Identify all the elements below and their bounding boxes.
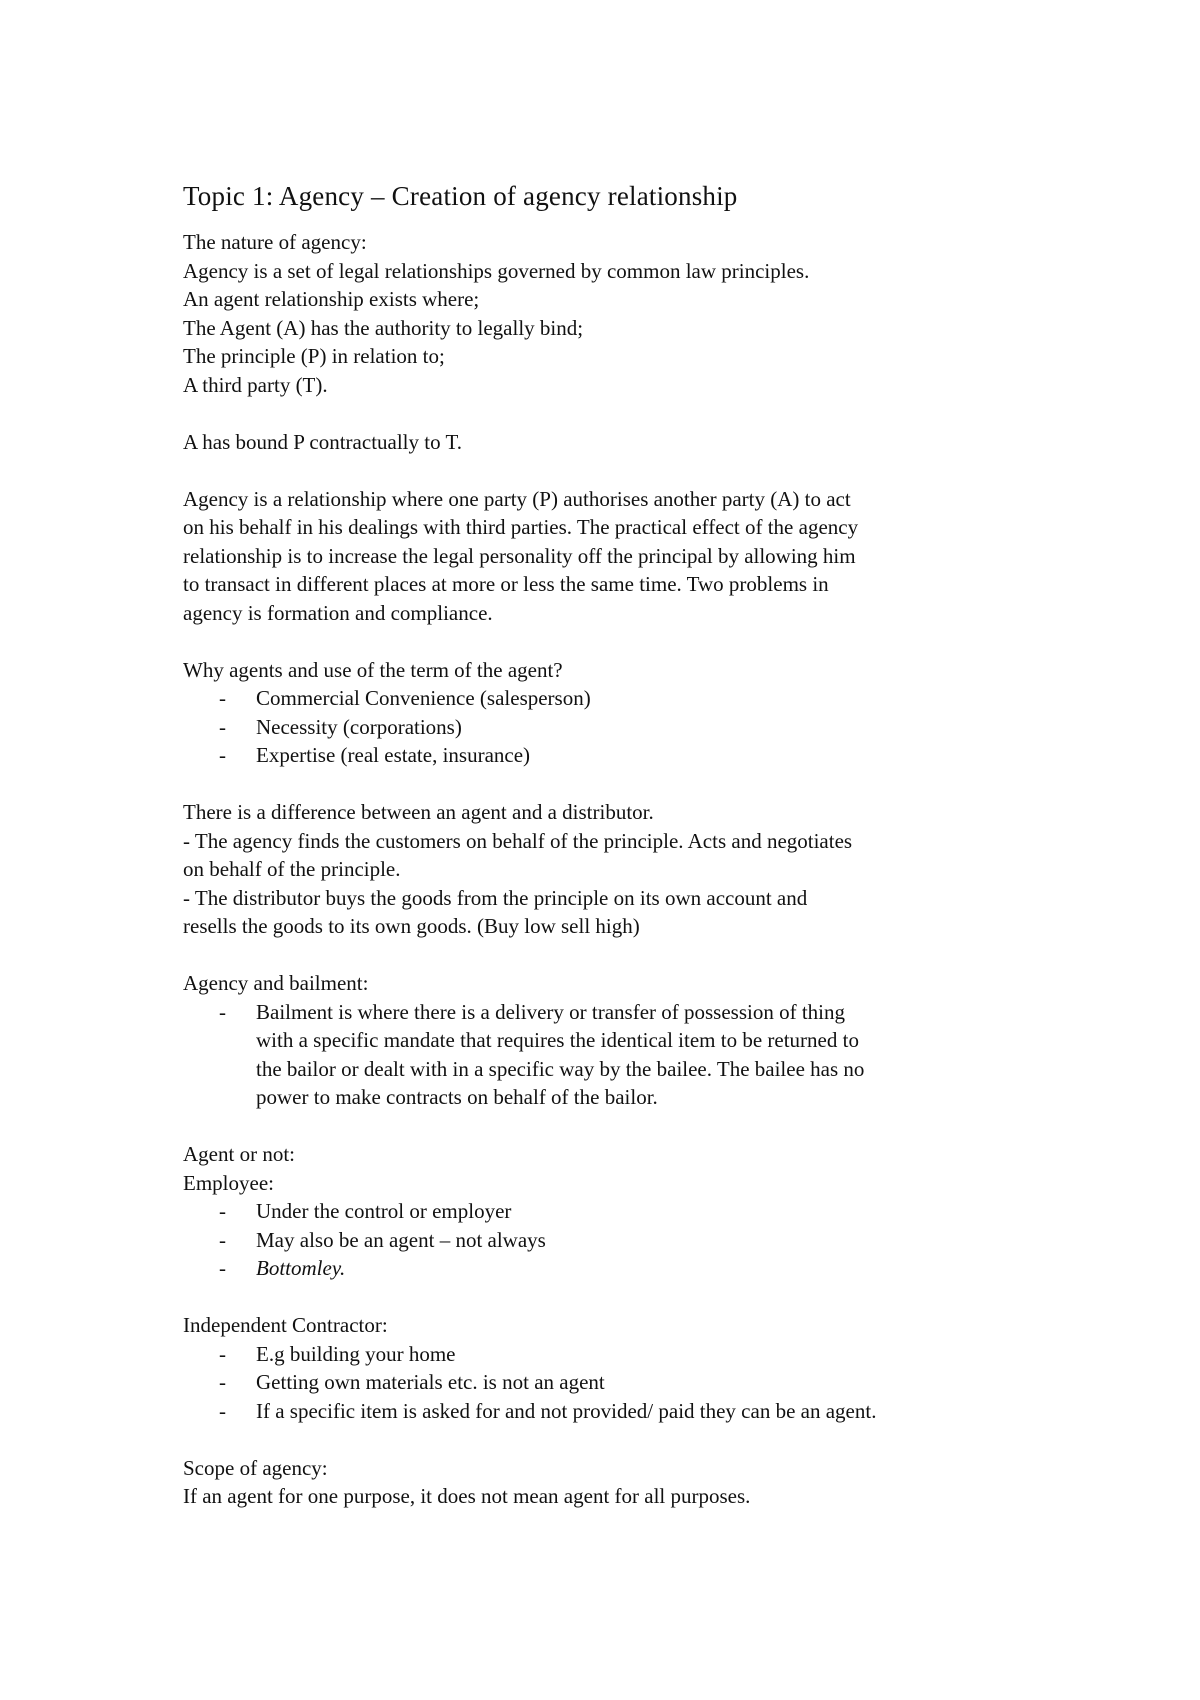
list-item-text: Getting own materials etc. is not an agent xyxy=(256,1370,605,1394)
list-item-text: with a specific mandate that requires the identical item to be returned to xyxy=(256,1028,859,1052)
list-item-text: If a specific item is asked for and not provided/ paid they can be an agent. xyxy=(256,1398,877,1423)
nature-line: The Agent (A) has the authority to legally bind; xyxy=(183,315,584,340)
nature-line: Agency is a set of legal relationships governed by common law principles. xyxy=(183,258,810,283)
why-heading: Why agents and use of the term of the agent? xyxy=(183,657,563,682)
scope-line: If an agent for one purpose, it does not mean agent for all purposes. xyxy=(183,1484,751,1508)
list-item-text: Under the control or employer xyxy=(256,1199,512,1223)
contractor-heading: Independent Contractor: xyxy=(183,1313,388,1337)
spacer xyxy=(183,1425,1083,1454)
list-item-text: Bailment is where there is a delivery or transfer of possession of thing xyxy=(256,999,846,1024)
dash-bullet: - xyxy=(219,1341,226,1366)
dash-bullet: - xyxy=(219,714,226,739)
dash-bullet: - xyxy=(219,1199,226,1223)
nature-line: An agent relationship exists where; xyxy=(183,287,480,311)
distributor-line: - The distributor buys the goods from the principle on its own account and xyxy=(183,885,808,910)
bailment-heading: Agency and bailment: xyxy=(183,971,369,995)
definition-line: Agency is a relationship where one party (P) authorises another party (A) to act xyxy=(183,486,851,511)
list-item xyxy=(183,1197,1083,1226)
page-title: Topic 1: Agency – Creation of agency relationship xyxy=(183,181,738,211)
dash-bullet: - xyxy=(219,743,226,767)
list-item-text: the bailor or dealt with in a specific way by the bailee. The bailee has no xyxy=(256,1056,865,1081)
list-item xyxy=(183,713,1083,742)
list-item xyxy=(183,1397,1083,1426)
distributor-line: - The agency finds the customers on behalf of the principle. Acts and negotiates xyxy=(183,828,853,853)
employee-heading: Employee: xyxy=(183,1170,274,1195)
case-citation: Bottomley. xyxy=(256,1256,346,1280)
nature-heading: The nature of agency: xyxy=(183,230,367,254)
spacer xyxy=(183,1283,1083,1312)
scope-heading: Scope of agency: xyxy=(183,1455,328,1480)
list-item xyxy=(183,1340,1083,1369)
dash-bullet: - xyxy=(219,999,226,1024)
document-page xyxy=(183,178,1083,1511)
nature-line: A third party (T). xyxy=(183,372,328,397)
list-item-text: Commercial Convenience (salesperson) xyxy=(256,686,591,710)
list-item-text: power to make contracts on behalf of the bailor. xyxy=(256,1085,658,1109)
dash-bullet: - xyxy=(219,1256,226,1280)
definition-line: on his behalf in his dealings with third parties. The practical effect of the agency xyxy=(183,515,859,539)
definition-line: agency is formation and compliance. xyxy=(183,600,493,625)
spacer xyxy=(183,627,1083,656)
list-item xyxy=(183,741,1083,770)
dash-bullet: - xyxy=(219,1370,226,1394)
list-item xyxy=(183,1254,1083,1283)
list-item-text: Necessity (corporations) xyxy=(256,714,462,739)
list-item xyxy=(183,998,1083,1112)
spacer xyxy=(183,1112,1083,1141)
list-item xyxy=(183,1368,1083,1397)
spacer xyxy=(183,399,1083,428)
employee-list xyxy=(183,1197,1083,1283)
definition-line: relationship is to increase the legal personality off the principal by allowing him xyxy=(183,543,856,568)
spacer xyxy=(183,941,1083,970)
list-item-text: May also be an agent – not always xyxy=(256,1227,546,1252)
agent-or-not-heading: Agent or not: xyxy=(183,1142,295,1166)
contractor-list xyxy=(183,1340,1083,1426)
bound-statement: A has bound P contractually to T. xyxy=(183,429,462,454)
spacer xyxy=(183,456,1083,485)
list-item-text: Expertise (real estate, insurance) xyxy=(256,743,531,767)
list-item-text: E.g building your home xyxy=(256,1341,456,1366)
spacer xyxy=(183,770,1083,799)
nature-line: The principle (P) in relation to; xyxy=(183,344,445,368)
dash-bullet: - xyxy=(219,686,226,710)
dash-bullet: - xyxy=(219,1398,226,1423)
distributor-line: on behalf of the principle. xyxy=(183,857,401,881)
list-item xyxy=(183,684,1083,713)
dash-bullet: - xyxy=(219,1227,226,1252)
bailment-list xyxy=(183,998,1083,1112)
distributor-line: resells the goods to its own goods. (Buy low sell high) xyxy=(183,914,640,938)
list-item xyxy=(183,1226,1083,1255)
why-list xyxy=(183,684,1083,770)
distributor-line: There is a difference between an agent and a distributor. xyxy=(183,800,654,824)
definition-line: to transact in different places at more or less the same time. Two problems in xyxy=(183,572,829,596)
